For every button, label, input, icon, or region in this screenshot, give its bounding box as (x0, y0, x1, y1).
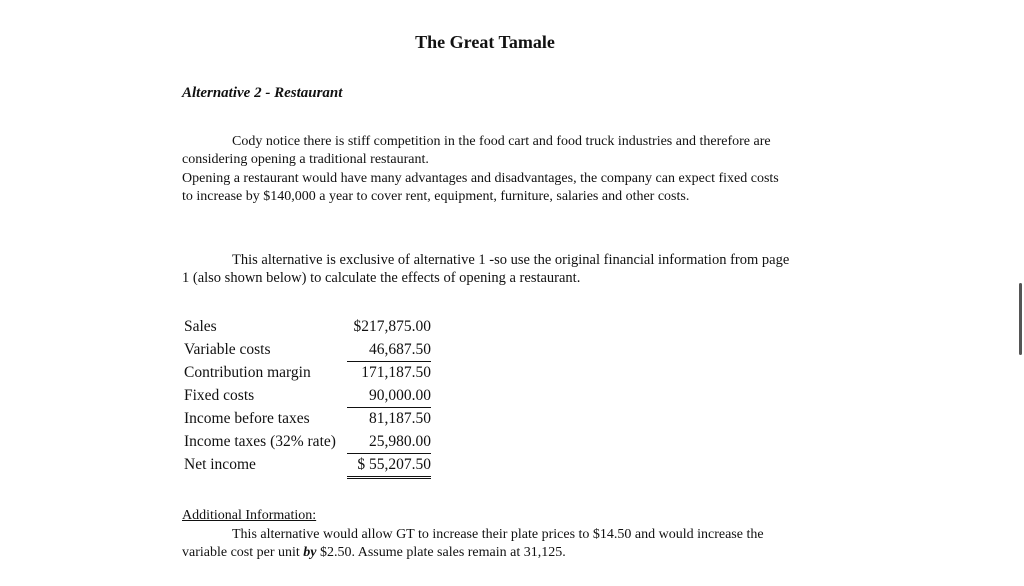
financial-value: $ 55,207.50 (347, 454, 431, 479)
financial-label: Income taxes (32% rate) (184, 433, 336, 450)
paragraph-exclusive: This alternative is exclusive of alternative 1 -so use the original financial information from page 1 (also shown below) to calculate the effects of opening a restaurant. (182, 252, 790, 287)
financial-label: Sales (184, 318, 217, 335)
financial-label: Net income (184, 456, 256, 473)
financial-label: Contribution margin (184, 364, 311, 381)
vertical-scrollbar-thumb[interactable] (1019, 283, 1022, 355)
financial-value: 171,187.50 (361, 364, 431, 381)
financial-label: Variable costs (184, 341, 271, 358)
paragraph-competition-line2: Opening a restaurant would have many advantages and disadvantages, the company can expect fixed costs to increase by $140,000 a year to cover rent, equipment, furniture, salaries and other costs. (182, 170, 779, 204)
additional-info-emphasis: by (303, 545, 317, 560)
additional-info-text (182, 526, 802, 562)
financial-value: 81,187.50 (369, 410, 431, 427)
financial-value: $217,875.00 (353, 318, 431, 335)
additional-info-heading: Additional Information: (182, 508, 317, 523)
paragraph-competition (182, 133, 792, 206)
additional-info-text-part2: $2.50. Assume plate sales remain at 31,125. (316, 545, 566, 560)
financial-label: Fixed costs (184, 387, 255, 404)
document-title: The Great Tamale (415, 32, 555, 52)
financial-label: Income before taxes (184, 410, 310, 427)
section-subtitle: Alternative 2 - Restaurant (182, 85, 343, 101)
additional-info-text-part1: This alternative would allow GT to increase their plate prices to $14.50 and would increase the variable cost per unit (182, 527, 764, 560)
financial-value: 25,980.00 (347, 431, 431, 454)
financial-value: 46,687.50 (347, 339, 431, 362)
paragraph-competition-line1: Cody notice there is stiff competition in the food cart and food truck industries and therefore are considering opening a traditional restaurant. (182, 134, 771, 168)
financial-value: 90,000.00 (347, 385, 431, 408)
